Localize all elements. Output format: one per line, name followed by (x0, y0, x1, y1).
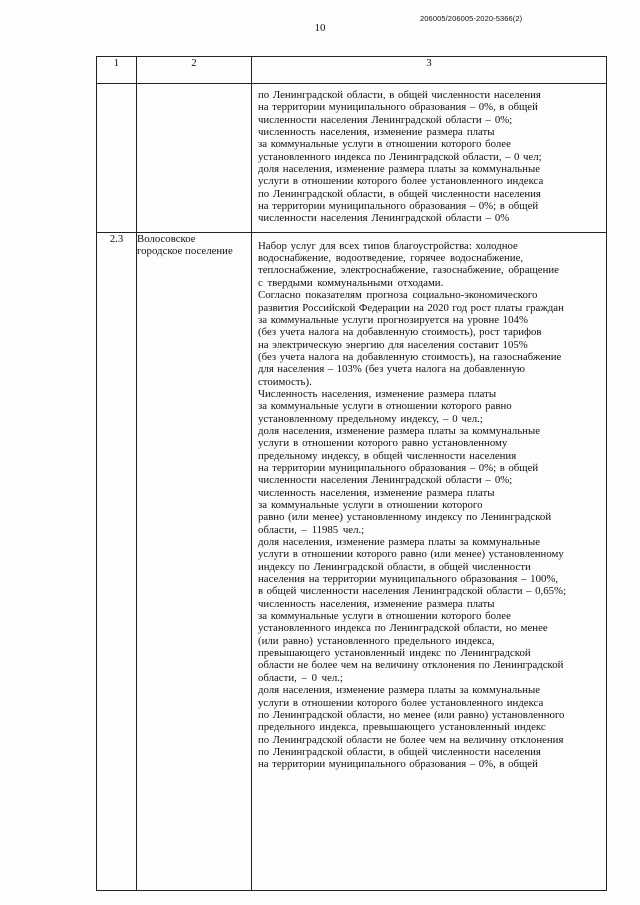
text-line: предельному индексу, в общей численности населения (258, 449, 517, 462)
text-line: численность населения, изменение размера платы (258, 126, 495, 139)
header-col-2: 2 (137, 57, 252, 84)
text-line: за коммунальные услуги в отношении которого более (258, 610, 511, 623)
text-line: на территории муниципального образования – 0%, в общей (258, 101, 538, 114)
text-line: услуги в отношении которого более установленного индекса (258, 696, 544, 709)
text-line: индексу по Ленинградской области, в общей численности (258, 560, 531, 573)
text-line: по Ленинградской области не более чем на величину отклонения (258, 733, 564, 746)
row-number-cell (97, 84, 137, 233)
header-col-3: 3 (252, 57, 607, 84)
text-line: по Ленинградской области, в общей численности населения (258, 89, 541, 101)
text-line: на территории муниципального образования – 0%; в общей (258, 461, 539, 474)
text-line: с твердыми коммунальными отходами. (258, 276, 444, 289)
row-name-line: городское поселение (137, 245, 233, 258)
text-line: по Ленинградской области, но менее (или равно) установленного (258, 708, 565, 721)
table-row (97, 232, 607, 890)
text-line: за коммунальные услуги прогнозируется на уровне 104% (258, 313, 528, 326)
text-line: услуги в отношении которого равно установленному (258, 437, 508, 450)
text-line: области, – 11985 чел.; (258, 523, 365, 536)
text-line: численность населения, изменение размера платы (258, 597, 495, 610)
table-row (97, 84, 607, 233)
text-line: доля населения, изменение размера платы за коммунальные (258, 536, 541, 549)
text-line: Согласно показателям прогноза социально-экономического (258, 289, 538, 302)
document-code: 206005/206005-2020-5366(2) (420, 14, 523, 23)
text-line: теплоснабжение, электроснабжение, газоснабжение, обращение (258, 264, 559, 277)
header-col-1: 1 (97, 57, 137, 84)
text-line: на электрическую энергию для населения составит 105% (258, 338, 528, 351)
page-number: 10 (314, 22, 326, 34)
text-line: по Ленинградской области, в общей численности населения (258, 745, 541, 758)
row-content-cell (252, 84, 607, 233)
row-content-text (255, 239, 603, 772)
text-line: для населения – 103% (без учета налога на добавленную (258, 363, 525, 376)
row-number-cell: 2.3 (97, 232, 137, 890)
text-line: услуги в отношении которого равно (или менее) установленному (258, 548, 564, 561)
text-line: превышающего установленный индекс по Ленинградской (258, 647, 531, 660)
text-line: доля населения, изменение размера платы за коммунальные (258, 163, 541, 176)
text-line: (без учета налога на добавленную стоимость), рост тарифов (258, 326, 542, 339)
text-line: населения на территории муниципального образования – 100%, (258, 573, 559, 586)
row-name-line: Волосовское (137, 232, 196, 245)
text-line: установленному предельному индексу, – 0 чел.; (258, 412, 483, 425)
text-line: развития Российской Федерации на 2020 год рост платы граждан (258, 301, 564, 314)
text-line: на территории муниципального образования – 0%; в общей (258, 200, 539, 213)
text-line: области, – 0 чел.; (258, 671, 343, 684)
row-content-text (255, 88, 603, 226)
text-line: доля населения, изменение размера платы за коммунальные (258, 424, 541, 437)
text-line: численности населения Ленинградской области – 0%; (258, 474, 513, 487)
text-line: численность населения, изменение размера платы (258, 486, 495, 499)
row-name-cell (137, 232, 252, 890)
text-line: по Ленинградской области, в общей численности населения (258, 187, 541, 200)
data-table (96, 56, 607, 891)
text-line: услуги в отношении которого более установленного индекса (258, 175, 544, 188)
text-line: Набор услуг для всех типов благоустройства: холодное (258, 239, 518, 252)
text-line: установленного индекса по Ленинградской области, – 0 чел; (258, 150, 542, 163)
text-line: предельного индекса, превышающего установленный индекс (258, 721, 546, 734)
text-line: численности населения Ленинградской области – 0%; (258, 113, 513, 126)
text-line: доля населения, изменение размера платы за коммунальные (258, 684, 541, 697)
text-line: за коммунальные услуги в отношении которого более (258, 138, 511, 151)
text-line: стоимость). (258, 375, 312, 388)
text-line: установленного индекса по Ленинградской области, но менее (258, 622, 548, 635)
row-content-cell (252, 232, 607, 890)
text-line: области не более чем на величину отклонения по Ленинградской (258, 659, 564, 672)
text-line: на территории муниципального образования – 0%, в общей (258, 758, 538, 771)
text-line: в общей численности населения Ленинградской области – 0,65%; (258, 585, 566, 598)
text-line: (без учета налога на добавленную стоимость), на газоснабжение (258, 350, 562, 363)
text-line: (или равно) установленного предельного индекса, (258, 634, 495, 647)
text-line: Численность населения, изменение размера платы (258, 387, 497, 400)
text-line: за коммунальные услуги в отношении которого (258, 499, 483, 511)
text-line: численности населения Ленинградской области – 0% (258, 212, 510, 225)
text-line: равно (или менее) установленному индексу по Ленинградской (258, 511, 552, 524)
row-name-cell (137, 84, 252, 233)
text-line: за коммунальные услуги в отношении которого равно (258, 400, 512, 413)
text-line: водоснабжение, водоотведение, горячее водоснабжение, (258, 252, 524, 265)
table-header-row (97, 57, 607, 84)
